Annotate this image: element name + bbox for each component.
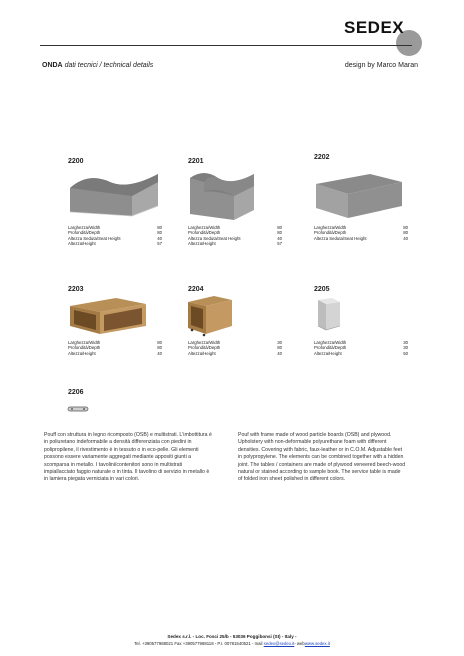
- spec-value: 80: [157, 225, 162, 230]
- spec-value: 57: [157, 241, 162, 247]
- footer-phone-fax: Tel. +390577988021 Fax +390577988118 - P.I. 00781540521 - mail: [134, 641, 264, 646]
- spec-row: [314, 351, 408, 356]
- spec-value: 80: [157, 340, 162, 345]
- spec-table: [68, 340, 162, 356]
- product-code: 2200: [68, 158, 84, 165]
- spec-value: 80: [277, 345, 282, 351]
- product-code: 2202: [314, 154, 330, 161]
- product-code: 2204: [188, 286, 204, 293]
- spec-label: Larghezza/Width: [188, 225, 221, 230]
- spec-label: Larghezza/Width: [314, 225, 347, 230]
- pouf-armchair-image: [184, 166, 266, 222]
- spec-label: Altezza Seduta/Seat Height: [314, 235, 367, 241]
- spec-value: 80: [157, 345, 162, 351]
- spec-label: Profondità/Depth: [314, 230, 347, 236]
- wooden-table-container-image: [66, 296, 150, 338]
- spec-value: 80: [403, 225, 408, 230]
- spec-value: 80: [277, 230, 282, 236]
- spec-row: [188, 241, 282, 246]
- spec-label: Altezza/Height: [188, 350, 216, 356]
- spec-value: 40: [157, 235, 162, 241]
- spec-label: Profondità/Depth: [68, 345, 101, 351]
- spec-value: 40: [277, 350, 282, 356]
- designer-credit: design by Marco Maran: [344, 62, 418, 69]
- spec-table: [188, 225, 282, 247]
- product-code: 2206: [68, 389, 84, 396]
- spec-table: [68, 225, 162, 247]
- footer-company-address: Sedex s.r.l. - Loc. Fosci 25/b - 53036 Poggibonsi (SI) - Italy -: [167, 634, 297, 639]
- spec-label: Profondità/Depth: [188, 345, 221, 351]
- spec-label: Larghezza/Width: [314, 340, 347, 345]
- spec-label: Larghezza/Width: [188, 340, 221, 345]
- spec-value: 80: [157, 230, 162, 236]
- product-code: 2203: [68, 286, 84, 293]
- spec-label: Altezza/Height: [188, 241, 216, 247]
- spec-value: 80: [403, 230, 408, 236]
- spec-table: [314, 340, 408, 356]
- metal-service-table-image: [314, 296, 344, 336]
- spec-row: [68, 351, 162, 356]
- spec-label: Altezza/Height: [68, 350, 96, 356]
- spec-label: Profondità/Depth: [188, 230, 221, 236]
- spec-value: 30: [403, 345, 408, 351]
- product-code: 2201: [188, 158, 204, 165]
- header-divider: [40, 45, 412, 46]
- spec-label: Altezza Seduta/Seat Height: [188, 235, 241, 241]
- spec-row: [188, 351, 282, 356]
- footer-contacts: [0, 641, 464, 646]
- pouf-wave-image: [66, 168, 162, 220]
- spec-label: Altezza Seduta/Seat Height: [68, 235, 121, 241]
- spec-table: [188, 340, 282, 356]
- description-italian: Pouff con struttura in legno ricomposto (OSB) e multistrati. L'imbottitura è in poliuretano indeformabile a densità differenziata con piedini in polipropilene, il rivestimento è in tessuto o in eco-pelle. Gli elementi possono essere variamente aggregati mediante appositi giunti a scomparsa in metallo. I tavolini/contenitori sono in multistrati impiallacciato faggio naturale o in tinta. Il tavolino di servizio in metallo è in lamiera piegata verniciata in vari colori.: [44, 432, 212, 483]
- spec-row: [314, 236, 408, 241]
- pouf-square-image: [312, 170, 406, 222]
- description-english: Pouf with frame made of wood particle boards (OSB) and plywood. Upholstery with non-deformable polyurethane foam with different densities. Covering with fabric, faux-leather or in C.O.M. Adjustable feet in polypropylene. The elements can be combined together with a hidden joint. The tables / containers are made of plywood veneered beech-wood natural or stained according to sample book. The service table is made of folded iron sheet polished in different colors.: [238, 432, 406, 483]
- spec-value: 30: [277, 340, 282, 345]
- page-title: [42, 62, 153, 69]
- spec-row: [68, 241, 162, 246]
- wooden-container-image: [184, 294, 236, 340]
- spec-label: Altezza/Height: [314, 350, 342, 356]
- spec-value: 50: [403, 350, 408, 356]
- spec-label: Larghezza/Width: [68, 340, 101, 345]
- page-subtitle: dati tecnici / technical details: [64, 62, 154, 69]
- spec-value: 40: [403, 235, 408, 241]
- spec-label: Larghezza/Width: [68, 225, 101, 230]
- brand-logo: SEDEX: [344, 18, 405, 37]
- spec-value: 57: [277, 241, 282, 247]
- spec-value: 80: [277, 225, 282, 230]
- product-name: ONDA: [42, 62, 63, 69]
- footer-email-link[interactable]: sedex@sedex.it: [263, 641, 295, 646]
- product-code: 2205: [314, 286, 330, 293]
- metal-joint-image: [66, 404, 90, 414]
- spec-value: 40: [157, 350, 162, 356]
- spec-label: Profondità/Depth: [314, 345, 347, 351]
- spec-label: Profondità/Depth: [68, 230, 101, 236]
- footer-web-link[interactable]: www.sedex.it: [304, 641, 330, 646]
- spec-table: [314, 225, 408, 241]
- spec-value: 40: [277, 235, 282, 241]
- spec-value: 30: [403, 340, 408, 345]
- footer-web-prefix: - web: [294, 641, 305, 646]
- spec-label: Altezza/Height: [68, 241, 96, 247]
